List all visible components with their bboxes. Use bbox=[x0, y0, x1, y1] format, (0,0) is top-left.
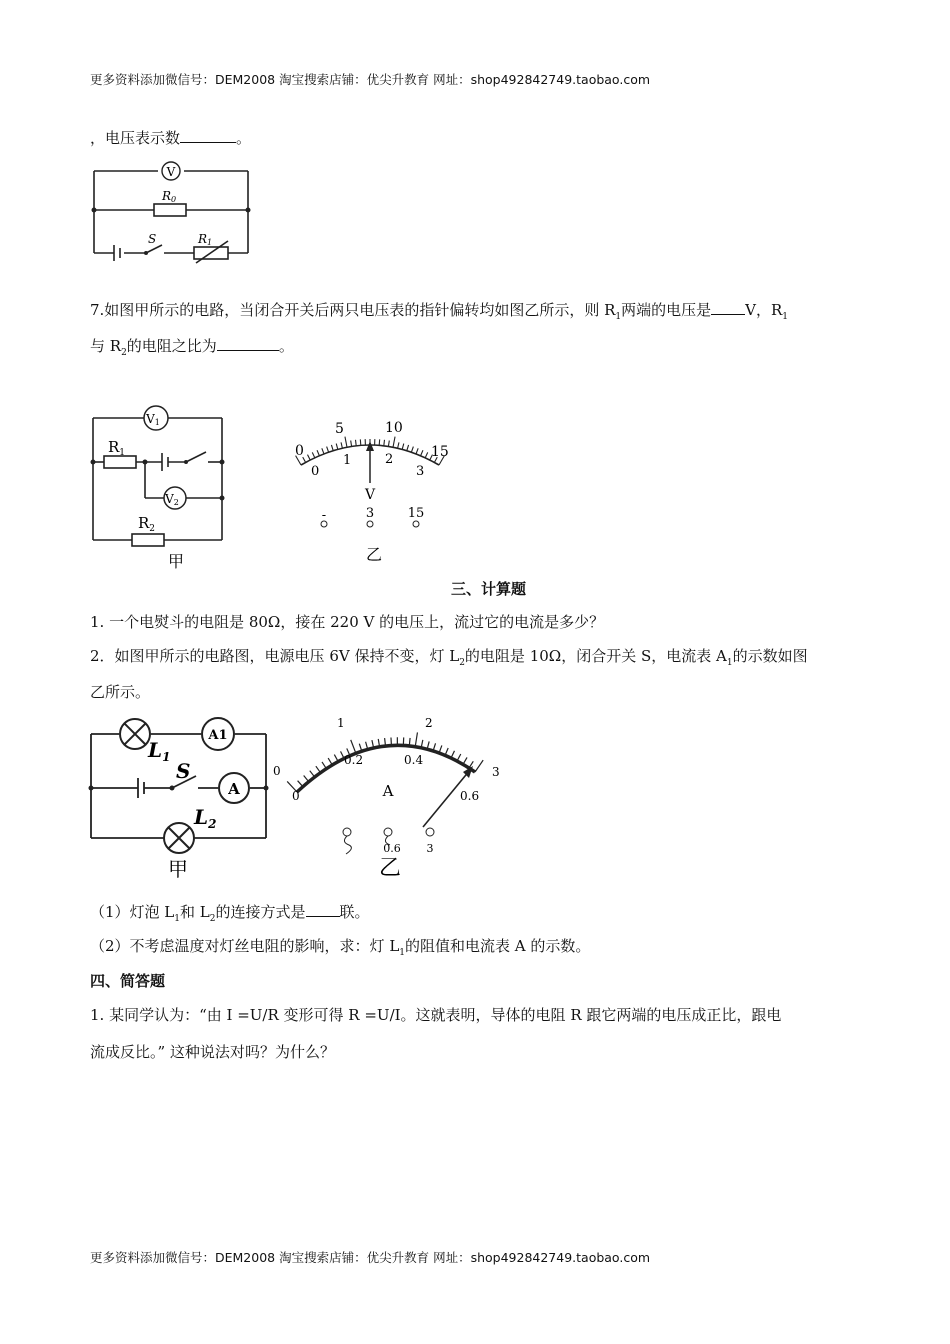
q7-sub-a: 1 bbox=[615, 312, 622, 322]
fig0-r0-label: R0 bbox=[162, 189, 177, 204]
q7-text-a: 7.如图甲所示的电路，当闭合开关后两只电压表的指针偏转均如图乙所示，则 R bbox=[90, 301, 616, 319]
calc2-line2: 乙所示。 bbox=[90, 683, 151, 701]
dial2-top-1: 1 bbox=[337, 716, 345, 730]
sub1-blank[interactable] bbox=[306, 902, 340, 917]
dial1-terminal-minus: - bbox=[321, 508, 327, 523]
sub2-sub: 1 bbox=[399, 948, 406, 958]
dial1-terminal-3: 3 bbox=[365, 506, 375, 521]
sub1-sub-b: 2 bbox=[209, 914, 216, 924]
q7-blank-voltage[interactable] bbox=[711, 300, 745, 315]
short1-line2: 流成反比。” 这种说法对吗？为什么？ bbox=[90, 1043, 335, 1061]
q7-period: 。 bbox=[278, 337, 294, 355]
jia2-s-label: S bbox=[176, 759, 191, 783]
dial1-bottom-3: 3 bbox=[416, 464, 425, 479]
ammeter-dial-figure bbox=[270, 712, 510, 882]
dial2-top-3: 3 bbox=[492, 765, 500, 779]
q7-text-d: 与 R bbox=[90, 337, 122, 355]
q7-text-c: V，R bbox=[745, 301, 783, 319]
circuit-figure-r0-r1 bbox=[88, 155, 258, 265]
jia1-v2-label: V2 bbox=[165, 492, 179, 507]
sub1-text-c: 的连接方式是 bbox=[215, 903, 306, 921]
dial1-bottom-1: 1 bbox=[343, 453, 352, 468]
page-header: 更多资料添加微信号：DEM2008 淘宝搜索店铺：优尖升教育 网址：shop492842749.taobao.com bbox=[90, 72, 651, 87]
dial2-bottom-0: 0 bbox=[292, 789, 300, 803]
q7-sub-b: 1 bbox=[782, 312, 789, 322]
sub2-text-a: （2）不考虑温度对灯丝电阻的影响，求：灯 L bbox=[90, 937, 400, 955]
jia1-r2-label: $R_2$ bbox=[138, 514, 156, 534]
sub1-text-a: （1）灯泡 L bbox=[90, 903, 175, 921]
circuit-figure-jia-lamps bbox=[86, 712, 271, 880]
sub1-text-d: 联。 bbox=[339, 903, 370, 921]
q7-line1 bbox=[90, 300, 788, 327]
calc2-sub-b: 1 bbox=[726, 658, 733, 668]
jia2-l1-label: $L_1$ bbox=[148, 738, 171, 764]
q7-text-e: 的电阻之比为 bbox=[126, 337, 217, 355]
q7-line2 bbox=[90, 336, 294, 363]
dial2-unit: A bbox=[382, 782, 394, 800]
dial1-top-0: 0 bbox=[295, 443, 304, 459]
jia2-l2-label: $L_2$ bbox=[194, 805, 217, 831]
yi1-caption: 乙 bbox=[365, 545, 383, 564]
calc2-text-a: 2．如图甲所示的电路图，电源电压 6V 保持不变，灯 L bbox=[90, 647, 460, 665]
jia2-a1-label: A1 bbox=[208, 728, 228, 743]
q7-blank-ratio[interactable] bbox=[217, 336, 279, 351]
dial2-bottom-02: 0.2 bbox=[344, 753, 364, 767]
calc2-text-c: 的示数如图 bbox=[732, 647, 808, 665]
short1-line1: 1. 某同学认为：“由 I =U/R 变形可得 R =U/I。这就表明，导体的电阻 R 跟它两端的电压成正比，跟电 bbox=[90, 1006, 782, 1024]
sub1-sub-a: 1 bbox=[174, 914, 181, 924]
dial1-unit: V bbox=[364, 487, 376, 503]
jia1-r1-label: $R_1$ bbox=[108, 438, 126, 458]
q7-text-b: 两端的电压是 bbox=[621, 301, 712, 319]
q6-blank[interactable] bbox=[180, 128, 236, 143]
q7-sub-c: 2 bbox=[121, 348, 127, 358]
sub2-text-b: 的阻值和电流表 A 的示数。 bbox=[405, 937, 591, 955]
calc2-line1 bbox=[90, 646, 808, 673]
sub2-line bbox=[90, 936, 590, 963]
calc2-text-b: 的电阻是 10Ω，闭合开关 S，电流表 A bbox=[464, 647, 727, 665]
q6-period: 。 bbox=[236, 129, 252, 147]
fig0-switch-label: S bbox=[148, 232, 157, 246]
jia1-v1-label: V1 bbox=[146, 412, 160, 427]
sub1-line bbox=[90, 902, 370, 929]
dial2-top-2: 2 bbox=[425, 716, 433, 730]
dial2-terminal-06: 0.6 bbox=[383, 842, 401, 855]
dial2-bottom-06: 0.6 bbox=[460, 789, 480, 803]
q6-tail-line bbox=[90, 128, 251, 148]
dial1-terminal-15: 15 bbox=[407, 506, 425, 521]
fig0-meter-label: V bbox=[166, 165, 176, 179]
yi2-caption: 乙 bbox=[378, 856, 402, 881]
dial1-top-15: 15 bbox=[431, 444, 449, 460]
voltmeter-dial-figure bbox=[285, 415, 460, 565]
dial1-bottom-2: 2 bbox=[385, 452, 394, 467]
circuit-figure-jia-voltmeters bbox=[88, 400, 238, 575]
dial1-top-10: 10 bbox=[385, 420, 403, 436]
section-3-title: 三、计算题 bbox=[451, 580, 527, 598]
section-4-title: 四、简答题 bbox=[90, 972, 166, 990]
jia2-a-label: A bbox=[228, 780, 240, 798]
dial2-bottom-04: 0.4 bbox=[404, 753, 424, 767]
dial1-top-5: 5 bbox=[335, 421, 344, 437]
jia1-caption: 甲 bbox=[167, 552, 185, 571]
dial2-terminal-3: 3 bbox=[426, 842, 434, 855]
q6-tail-text: ，电压表示数 bbox=[90, 129, 181, 147]
dial2-top-0: 0 bbox=[273, 764, 281, 778]
dial1-bottom-0: 0 bbox=[311, 464, 320, 479]
sub1-text-b: 和 L bbox=[180, 903, 210, 921]
page-footer: 更多资料添加微信号：DEM2008 淘宝搜索店铺：优尖升教育 网址：shop492842749.taobao.com bbox=[90, 1250, 651, 1265]
fig0-r1-label: R1 bbox=[198, 232, 213, 247]
calc1-line: 1. 一个电熨斗的电阻是 80Ω，接在 220 V 的电压上，流过它的电流是多少？ bbox=[90, 613, 605, 631]
calc2-sub-a: 2 bbox=[459, 658, 465, 668]
jia2-caption: 甲 bbox=[168, 857, 188, 881]
